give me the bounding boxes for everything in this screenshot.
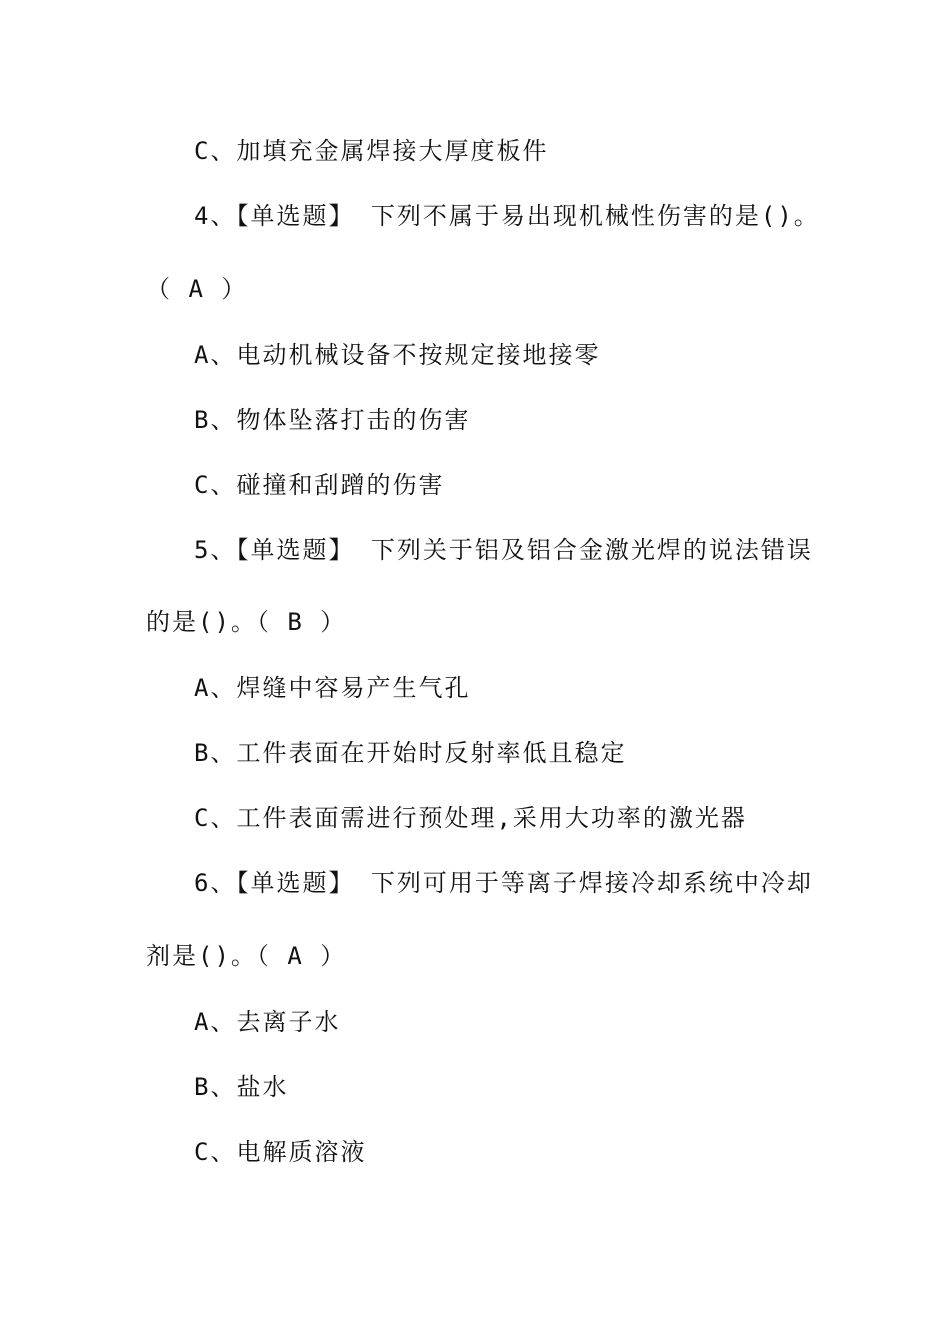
q4-option-c: C、碰撞和刮蹭的伤害 (194, 471, 445, 499)
q5-option-a: A、焊缝中容易产生气孔 (194, 674, 471, 702)
q5-question: 5、【单选题】 下列关于铝及铝合金激光焊的说法错误 (194, 536, 813, 564)
q4-answer: （ A ） (146, 275, 248, 303)
q4-question: 4、【单选题】 下列不属于易出现机械性伤害的是()。 (194, 202, 820, 230)
q6-question: 6、【单选题】 下列可用于等离子焊接冷却系统中冷却 (194, 869, 813, 897)
q5-question-cont: 的是()。（ B ） (146, 608, 347, 636)
q6-option-b: B、盐水 (194, 1073, 289, 1101)
q6-question-cont: 剂是()。（ A ） (146, 942, 347, 970)
q4-option-a: A、电动机械设备不按规定接地接零 (194, 341, 601, 369)
q5-option-c: C、工件表面需进行预处理,采用大功率的激光器 (194, 804, 747, 832)
q3-option-c: C、加填充金属焊接大厚度板件 (194, 137, 549, 165)
q5-option-b: B、工件表面在开始时反射率低且稳定 (194, 739, 627, 767)
q6-option-a: A、去离子水 (194, 1008, 341, 1036)
q6-option-c: C、电解质溶液 (194, 1138, 367, 1166)
q4-option-b: B、物体坠落打击的伤害 (194, 406, 471, 434)
